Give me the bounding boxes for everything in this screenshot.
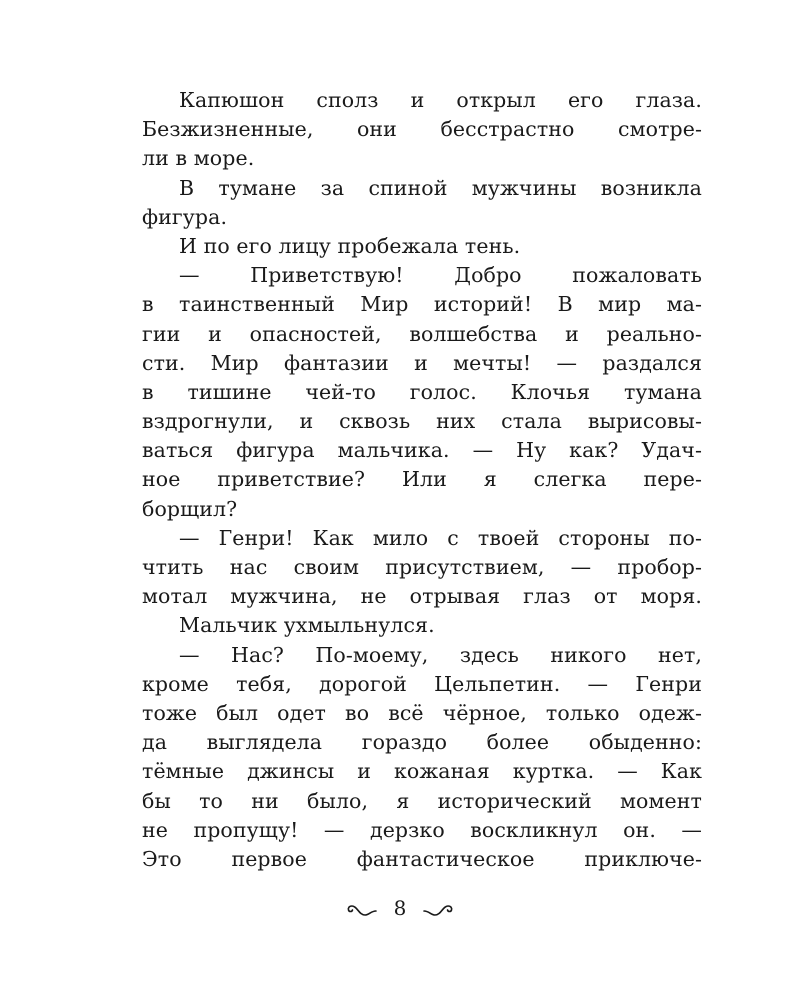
text-line: И по его лицу пробежала тень. <box>179 233 521 258</box>
page-number: 8 <box>393 896 407 920</box>
text-line: Безжизненные, они бесстрастно смотре- <box>142 117 702 142</box>
text-line: Это первое фантастическое приключе- <box>142 846 702 871</box>
text-line: ваться фигура мальчика. — Ну как? Удач- <box>142 438 702 463</box>
text-line: кроме тебя, дорогой Цельпетин. — Генри <box>142 671 702 696</box>
text-line: чтить нас своим присутствием, — пробор- <box>142 555 702 579</box>
text-line: В тумане за спиной мужчины возникла <box>179 175 702 200</box>
text-line: Мальчик ухмыльнулся. <box>179 613 435 638</box>
text-line: Капюшон сполз и открыл его глаза. <box>179 88 702 112</box>
text-line: сти. Мир фантазии и мечты! — раздался <box>142 350 702 375</box>
text-line: в тишине чей-то голос. Клочья тумана <box>142 379 702 404</box>
text-line: да выглядела гораздо более обыденно: <box>142 730 702 755</box>
body-text <box>142 86 702 874</box>
text-line: тоже был одет во всё чёрное, только одеж- <box>142 700 702 725</box>
text-line: тёмные джинсы и кожаная куртка. — Как <box>142 759 702 784</box>
text-line: бы то ни было, я исторический момент <box>142 788 702 813</box>
text-line: ное приветствие? Или я слегка пере- <box>142 467 702 492</box>
text-line: мотал мужчина, не отрывая глаз от моря. <box>142 584 702 609</box>
text-line: в таинственный Мир историй! В мир ма- <box>142 292 702 317</box>
text-line: — Приветствую! Добро пожаловать <box>179 263 702 288</box>
text-line: — Генри! Как мило с твоей стороны по- <box>179 525 702 550</box>
text-line: — Нас? По-моему, здесь никого нет, <box>179 642 702 667</box>
page-footer <box>0 893 800 925</box>
ornament-right-icon <box>423 895 453 925</box>
text-line: ли в море. <box>142 146 255 171</box>
text-line: фигура. <box>142 204 228 229</box>
text-line: вздрогнули, и сквозь них стала вырисовы- <box>142 409 702 434</box>
text-line: не пропущу! — дерзко воскликнул он. — <box>142 817 702 842</box>
text-line: гии и опасностей, волшебства и реально- <box>142 321 702 346</box>
ornament-left-icon <box>347 895 377 925</box>
text-line: борщил? <box>142 496 238 521</box>
